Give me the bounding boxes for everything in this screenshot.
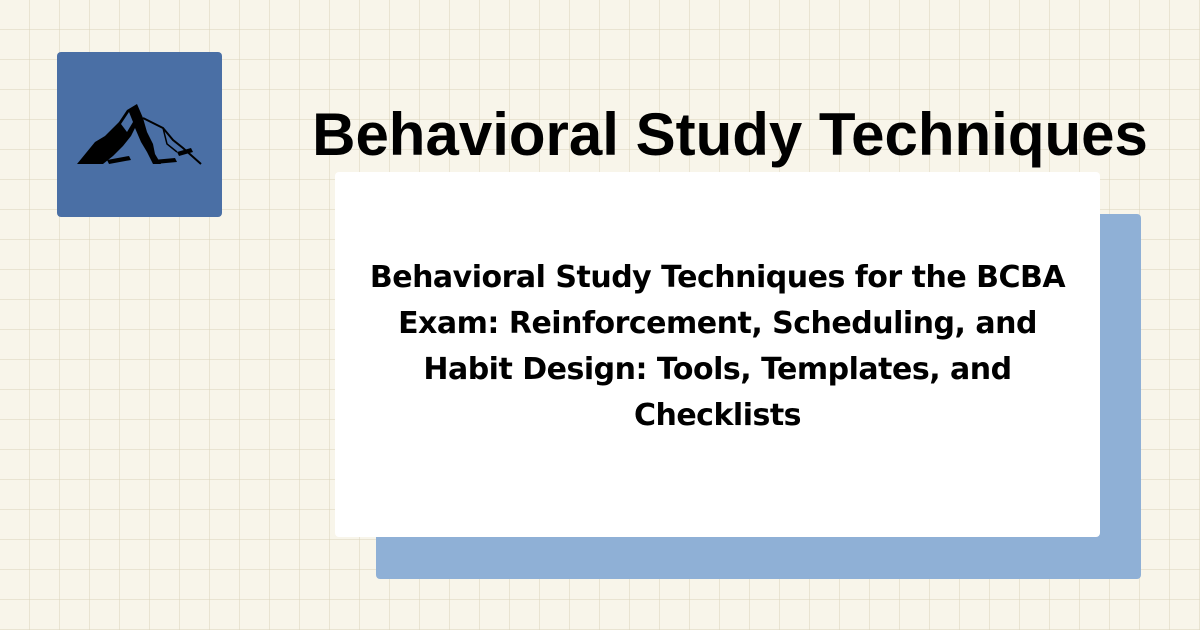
logo-box	[57, 52, 222, 217]
card-text: Behavioral Study Techniques for the BCBA Exam: Reinforcement, Scheduling, and Habit Design: Tools, Templates, and Checklists	[369, 260, 1066, 433]
content-card	[335, 172, 1100, 537]
page-title: Behavioral Study Techniques	[312, 101, 1148, 168]
mountain-icon	[57, 52, 222, 217]
